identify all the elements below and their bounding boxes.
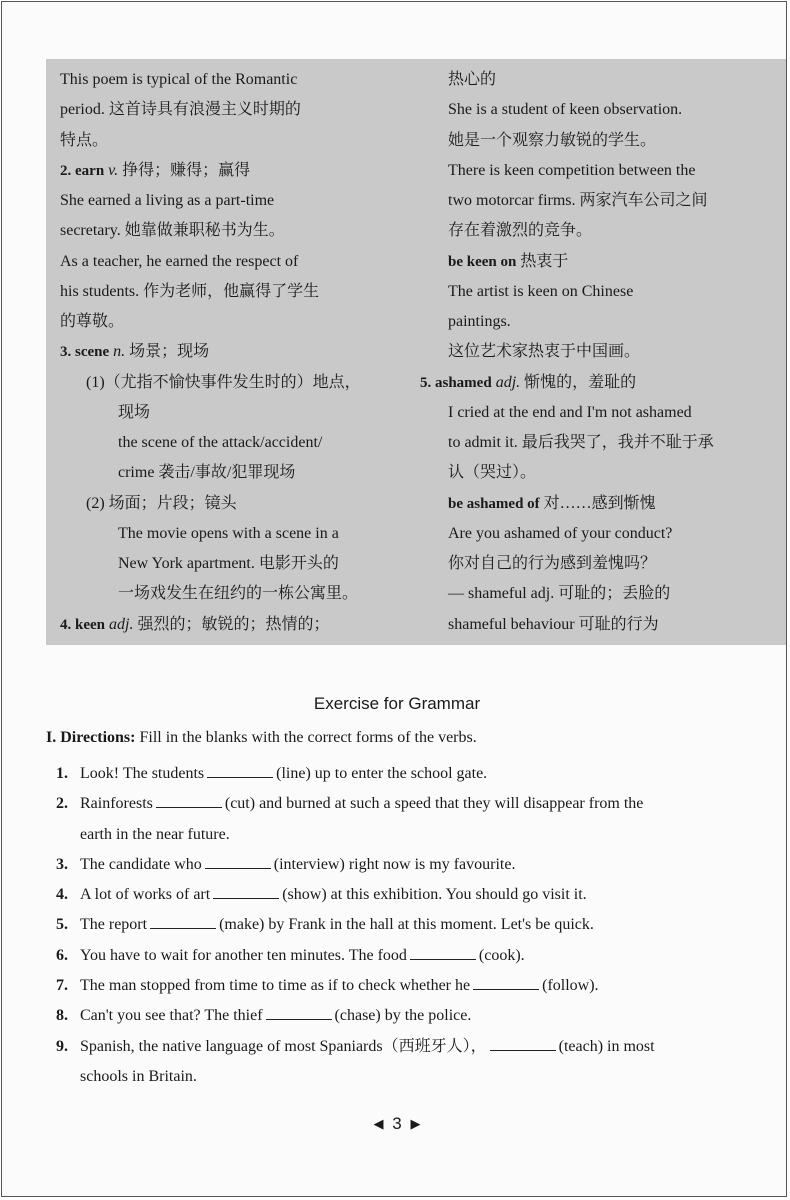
vocab-line: [448, 95, 784, 125]
vocab-line: [448, 247, 784, 277]
exercise-number: 5.: [56, 916, 68, 934]
exercise-text-after: (teach) in most: [558, 1037, 655, 1055]
answer-blank[interactable]: [156, 795, 222, 808]
vocab-line: [448, 579, 784, 609]
vocab-line: [60, 247, 400, 277]
vocab-line: [60, 186, 400, 216]
vocab-text: 的尊敬。: [60, 313, 125, 330]
previous-page-icon[interactable]: ◀: [373, 1116, 384, 1131]
page: [1, 1, 787, 1197]
exercise-item: [56, 941, 772, 971]
vocab-text: (1)（尤指不愉快事件发生时的）地点，: [86, 373, 361, 391]
vocab-line: [60, 489, 400, 519]
vocab-line: [448, 337, 784, 367]
vocab-line: [448, 398, 784, 428]
exercise-item: [56, 971, 772, 1001]
vocab-text: 这位艺术家热衷于中国画。: [448, 343, 641, 361]
vocab-line: [448, 519, 784, 549]
answer-blank[interactable]: [150, 916, 216, 929]
exercise-number: 8.: [56, 1007, 68, 1025]
exercise-text-before: The man stopped from time to time as if to check whether he: [80, 977, 471, 995]
entry-definition: 强烈的；敏锐的；热情的；: [137, 615, 330, 633]
exercise-number: 4.: [56, 886, 68, 904]
vocab-line: [448, 549, 784, 579]
vocab-text: New York apartment. 电影开头的: [118, 555, 339, 572]
exercise-number: 9.: [56, 1037, 68, 1055]
entry-headword: 4. keen: [60, 616, 105, 633]
answer-blank[interactable]: [473, 977, 539, 990]
vocab-line: [60, 398, 400, 428]
part-of-speech: adj.: [495, 373, 521, 391]
vocab-line: [60, 337, 400, 367]
exercise-text-after: (cook).: [478, 946, 525, 964]
answer-blank[interactable]: [207, 765, 273, 778]
vocab-text: period. 这首诗具有浪漫主义时期的: [60, 101, 301, 119]
phrase-definition: 对……感到惭愧: [543, 494, 656, 512]
exercise-text-after: (chase) by the police.: [334, 1007, 472, 1025]
entry-headword: 2. earn: [60, 162, 105, 179]
exercise-item: [56, 1032, 772, 1062]
section-title: Exercise for Grammar: [313, 694, 481, 713]
vocabulary-right-column: [420, 65, 784, 640]
vocab-text: As a teacher, he earned the respect of: [60, 252, 299, 270]
vocab-text: Are you ashamed of your conduct?: [448, 524, 673, 542]
exercise-item: [56, 880, 772, 910]
next-page-icon[interactable]: ▶: [410, 1116, 421, 1131]
exercise-number: 1.: [56, 765, 68, 782]
vocab-line: [60, 519, 400, 549]
exercise-text-before: The report: [80, 916, 148, 934]
entry-definition: 惭愧的，羞耻的: [524, 373, 637, 391]
vocab-text: (2) 场面；片段；镜头: [86, 494, 237, 512]
part-of-speech: v.: [108, 161, 119, 179]
vocab-text: 存在着激烈的竞争。: [448, 222, 593, 240]
exercise-text-after: (show) at this exhibition. You should go visit it.: [282, 886, 587, 904]
vocabulary-box: [46, 59, 786, 645]
exercise-item: [56, 759, 772, 789]
phrase-definition: 热衷于: [520, 252, 569, 270]
exercise-item: [56, 850, 772, 880]
vocab-line: [60, 307, 400, 337]
exercise-text-before: Rainforests: [80, 795, 153, 813]
page-navigation: [2, 1114, 790, 1134]
exercise-number: 2.: [56, 795, 68, 813]
exercise-list: [56, 759, 772, 1092]
vocab-text: 现场: [118, 403, 151, 421]
vocab-line: [448, 610, 784, 640]
entry-definition: 场景；现场: [129, 343, 210, 361]
exercise-text-after: (follow).: [542, 977, 599, 995]
vocab-text: I cried at the end and I'm not ashamed: [448, 403, 692, 421]
exercise-continuation: earth in the near future.: [80, 825, 230, 843]
directions-label: I. Directions:: [46, 729, 136, 746]
vocab-line: [60, 65, 400, 95]
entry-headword: 3. scene: [60, 344, 110, 361]
answer-blank[interactable]: [490, 1038, 556, 1051]
vocab-line: [448, 458, 784, 488]
exercise-continuation: schools in Britain.: [80, 1067, 197, 1085]
vocab-line: [60, 458, 400, 488]
vocab-line: [60, 95, 400, 125]
vocab-text: The movie opens with a scene in a: [118, 524, 339, 542]
answer-blank[interactable]: [213, 886, 279, 899]
exercise-text-before: A lot of works of art: [80, 886, 211, 904]
vocab-text: crime 袭击/事故/犯罪现场: [118, 464, 296, 482]
vocab-text: The artist is keen on Chinese: [448, 282, 634, 300]
vocab-text: to admit it. 最后我哭了，我并不耻于承: [448, 434, 714, 451]
vocab-text: There is keen competition between the: [448, 161, 696, 179]
answer-blank[interactable]: [205, 856, 271, 869]
exercise-text-after: (interview) right now is my favourite.: [273, 855, 516, 873]
vocab-line: [448, 489, 784, 519]
vocab-text: his students. 作为老师，他赢得了学生: [60, 282, 320, 300]
exercise-number: 3.: [56, 855, 68, 873]
vocab-text: paintings.: [448, 313, 511, 330]
exercise-number: 6.: [56, 946, 68, 964]
vocab-text: This poem is typical of the Romantic: [60, 71, 298, 88]
vocabulary-left-column: [60, 65, 400, 640]
vocab-line: [60, 368, 400, 398]
vocab-text: 热心的: [448, 71, 497, 88]
answer-blank[interactable]: [410, 947, 476, 960]
vocab-text: two motorcar firms. 两家汽车公司之间: [448, 192, 708, 209]
exercise-item: [56, 910, 772, 940]
exercise-text-before: Look! The students: [80, 765, 205, 782]
exercise-text-before: The candidate who: [80, 855, 202, 873]
answer-blank[interactable]: [266, 1007, 332, 1020]
vocab-text: the scene of the attack/accident/: [118, 434, 323, 451]
vocab-text: She earned a living as a part-time: [60, 192, 275, 209]
vocab-text: 特点。: [60, 131, 109, 149]
vocab-text: 你对自己的行为感到羞愧吗？: [448, 555, 657, 572]
vocab-text: shameful behaviour 可耻的行为: [448, 615, 659, 633]
exercise-text-after: (cut) and burned at such a speed that they will disappear from the: [224, 795, 644, 813]
vocab-line: [60, 126, 400, 156]
vocab-text: 认（哭过）。: [448, 464, 537, 482]
vocab-line: [420, 368, 784, 398]
page-number: 3: [392, 1114, 402, 1133]
vocab-line: [60, 277, 400, 307]
vocab-line: [448, 307, 784, 337]
exercise-text-before: Can't you see that? The thief: [80, 1007, 263, 1025]
vocab-line: [448, 216, 784, 246]
vocab-text: She is a student of keen observation.: [448, 101, 683, 119]
vocab-line: [60, 610, 400, 640]
phrase-headword: be keen on: [448, 253, 517, 270]
entry-definition: 挣得；赚得；赢得: [122, 161, 251, 179]
vocab-text: 她是一个观察力敏锐的学生。: [448, 131, 657, 149]
exercise-item: [56, 1001, 772, 1031]
vocab-line: [60, 549, 400, 579]
entry-headword: 5. ashamed: [420, 374, 492, 391]
vocab-line: [448, 277, 784, 307]
vocab-line: [60, 156, 400, 186]
phrase-headword: be ashamed of: [448, 495, 540, 512]
vocab-line: [60, 428, 400, 458]
vocab-text: 一场戏发生在纽约的一栋公寓里。: [118, 585, 359, 603]
vocab-line: [448, 428, 784, 458]
vocab-text: secretary. 她靠做兼职秘书为生。: [60, 222, 285, 240]
directions-text: Fill in the blanks with the correct forms of the verbs.: [135, 729, 477, 746]
vocab-line: [448, 126, 784, 156]
part-of-speech: adj.: [109, 615, 134, 633]
exercise-item: [56, 789, 772, 819]
vocab-line: [448, 156, 784, 186]
part-of-speech: n.: [113, 343, 126, 361]
vocab-line: [448, 65, 784, 95]
exercise-text-before: Spanish, the native language of most Spaniards（西班牙人），: [80, 1037, 487, 1055]
vocab-line: [448, 186, 784, 216]
vocab-line: [60, 579, 400, 609]
directions: [46, 729, 477, 747]
vocab-line: [60, 216, 400, 246]
exercise-text-before: You have to wait for another ten minutes. The food: [80, 946, 407, 964]
exercise-number: 7.: [56, 977, 68, 995]
exercise-text-after: (make) by Frank in the hall at this moment. Let's be quick.: [219, 916, 594, 934]
vocab-text: — shameful adj. 可耻的；丢脸的: [448, 585, 671, 603]
exercise-text-after: (line) up to enter the school gate.: [276, 765, 488, 782]
